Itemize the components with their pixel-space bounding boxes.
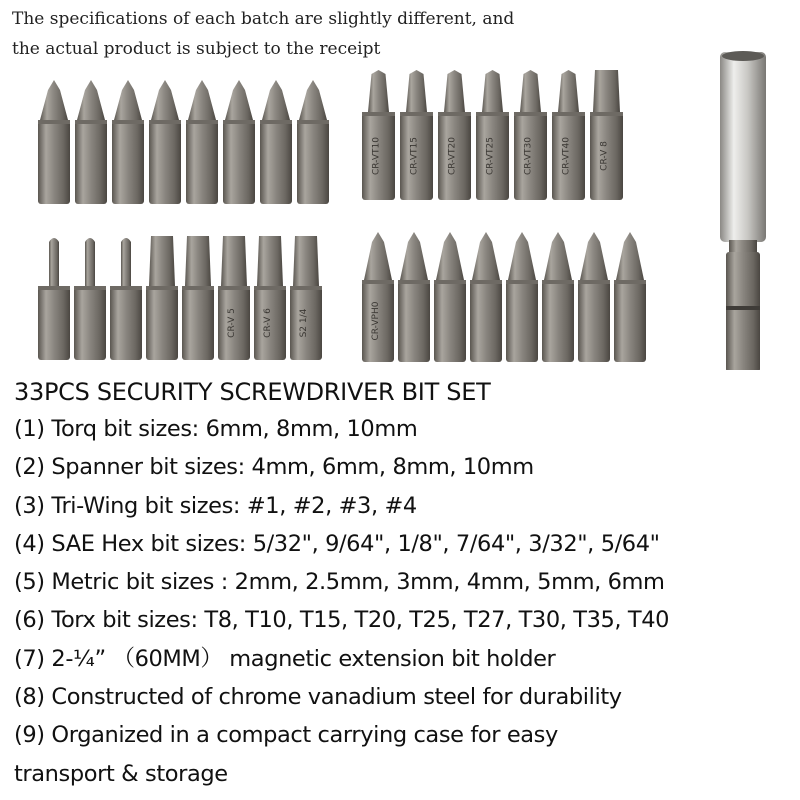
bit-marking: CR-VT25: [485, 137, 496, 175]
bit-marking: CR-VT40: [561, 137, 572, 175]
bit-shank: [38, 286, 70, 360]
bit-tip: [85, 238, 95, 286]
holder-groove: [726, 306, 760, 310]
disclaimer-line-1: The specifications of each batch are slightly different, and: [12, 9, 515, 29]
spec-title: 33PCS SECURITY SCREWDRIVER BIT SET: [14, 378, 491, 406]
bit-tip: [444, 70, 465, 112]
bit-shoulder: [362, 112, 395, 116]
bit-shank: [182, 286, 214, 360]
screwdriver-bit: [186, 80, 218, 204]
bit-tip: [221, 236, 247, 286]
bit-shoulder: [254, 286, 286, 290]
bit-shank: [146, 286, 178, 360]
screwdriver-bit: [506, 232, 538, 362]
screwdriver-bit: [74, 238, 106, 360]
spec-line-4: (4) SAE Hex bit sizes: 5/32", 9/64", 1/8", 7/64", 3/32", 5/64": [14, 530, 660, 557]
bit-shoulder: [438, 112, 471, 116]
bit-shoulder: [110, 286, 142, 290]
bit-tip: [508, 232, 536, 280]
bit-shoulder: [149, 120, 181, 124]
bit-tip: [400, 232, 428, 280]
bit-tip: [262, 80, 290, 120]
bit-shoulder: [186, 120, 218, 124]
spec-line-1: (1) Torq bit sizes: 6mm, 8mm, 10mm: [14, 416, 418, 442]
bit-shoulder: [470, 280, 502, 284]
bit-shank: [260, 120, 292, 204]
bit-tip: [364, 232, 392, 280]
screwdriver-bit: [75, 80, 107, 204]
bit-shank: [112, 120, 144, 204]
screwdriver-bit: [362, 70, 395, 200]
bit-shoulder: [514, 112, 547, 116]
bit-tip: [616, 232, 644, 280]
bit-tip: [40, 80, 68, 120]
bit-shoulder: [614, 280, 646, 284]
screwdriver-bit: [110, 238, 142, 360]
bit-marking: S2 1/4: [299, 308, 309, 338]
bit-tip: [580, 232, 608, 280]
bit-tip: [299, 80, 327, 120]
screwdriver-bit: [400, 70, 433, 200]
bit-shank: [186, 120, 218, 204]
bit-tip: [225, 80, 253, 120]
holder-hex-shank: [726, 252, 760, 370]
bit-shoulder: [297, 120, 329, 124]
bit-shank: [434, 280, 466, 362]
spec-line-10: transport & storage: [14, 760, 228, 787]
bit-tip: [114, 80, 142, 120]
spec-line-9: (9) Organized in a compact carrying case for easy: [14, 722, 558, 749]
bit-shoulder: [578, 280, 610, 284]
bit-tip: [472, 232, 500, 280]
bit-shank: [149, 120, 181, 204]
screwdriver-bit: [112, 80, 144, 204]
bit-shank: [470, 280, 502, 362]
spec-line-2: (2) Spanner bit sizes: 4mm, 6mm, 8mm, 10mm: [14, 454, 534, 481]
screwdriver-bit: [476, 70, 509, 200]
screwdriver-bit: [149, 80, 181, 204]
magnetic-bit-holder: [720, 51, 766, 370]
bit-shoulder: [434, 280, 466, 284]
bit-tip: [257, 236, 283, 286]
bit-shoulder: [400, 112, 433, 116]
bit-shank: [74, 286, 106, 360]
bit-shoulder: [362, 280, 394, 284]
screwdriver-bit: [146, 236, 178, 360]
bit-tip: [520, 70, 541, 112]
bit-shoulder: [38, 120, 70, 124]
bit-shoulder: [146, 286, 178, 290]
bit-shoulder: [38, 286, 70, 290]
spec-line-5: (5) Metric bit sizes : 2mm, 2.5mm, 3mm, 4mm, 5mm, 6mm: [14, 569, 665, 596]
bit-tip: [544, 232, 572, 280]
screwdriver-bit: [438, 70, 471, 200]
bit-tip: [558, 70, 579, 112]
bit-tip: [77, 80, 105, 120]
bit-tip: [121, 238, 131, 286]
bit-shoulder: [552, 112, 585, 116]
screwdriver-bit: [614, 232, 646, 362]
bit-shank: [223, 120, 255, 204]
spec-list: [14, 374, 794, 793]
bit-shoulder: [590, 112, 623, 116]
bit-shoulder: [218, 286, 250, 290]
bit-shank: [578, 280, 610, 362]
bit-shank: [110, 286, 142, 360]
bit-shank: [506, 280, 538, 362]
holder-neck: [729, 240, 757, 252]
bit-shank: [542, 280, 574, 362]
bit-marking: CR-VT30: [523, 137, 534, 175]
bit-marking: CR-VT15: [409, 137, 420, 175]
bit-tip: [149, 236, 175, 286]
bit-set-photo: [0, 0, 800, 370]
bit-shoulder: [182, 286, 214, 290]
bit-shoulder: [506, 280, 538, 284]
screwdriver-bit: [590, 70, 623, 200]
bit-shank: [75, 120, 107, 204]
bit-shoulder: [398, 280, 430, 284]
bit-shank: [297, 120, 329, 204]
bit-shoulder: [476, 112, 509, 116]
bit-tip: [436, 232, 464, 280]
bit-marking: CR-V 5: [227, 308, 237, 338]
bit-shoulder: [74, 286, 106, 290]
holder-sleeve: [720, 52, 766, 242]
disclaimer-line-2: the actual product is subject to the receipt: [12, 39, 381, 59]
bit-tip: [185, 236, 211, 286]
bit-tip: [593, 70, 620, 112]
bit-shoulder: [542, 280, 574, 284]
screwdriver-bit: [290, 236, 322, 360]
screwdriver-bit: [542, 232, 574, 362]
screwdriver-bit: [470, 232, 502, 362]
bit-tip: [188, 80, 216, 120]
bit-shank: [398, 280, 430, 362]
screwdriver-bit: [38, 80, 70, 204]
screwdriver-bit: [223, 80, 255, 204]
bit-shoulder: [223, 120, 255, 124]
spec-line-6: (6) Torx bit sizes: T8, T10, T15, T20, T25, T27, T30, T35, T40: [14, 607, 670, 634]
spec-line-7: (7) 2-¼” （60MM） magnetic extension bit holder: [14, 645, 556, 672]
bit-tip: [151, 80, 179, 120]
spec-line-3: (3) Tri-Wing bit sizes: #1, #2, #3, #4: [14, 492, 417, 519]
bit-shank: [614, 280, 646, 362]
screwdriver-bit: [398, 232, 430, 362]
bit-shoulder: [75, 120, 107, 124]
bit-tip: [482, 70, 503, 112]
screwdriver-bit: [552, 70, 585, 200]
bit-tip: [406, 70, 427, 112]
bit-marking: CR-VT20: [447, 137, 458, 175]
screwdriver-bit: [514, 70, 547, 200]
screwdriver-bit: [434, 232, 466, 362]
screwdriver-bit: [362, 232, 394, 362]
holder-opening: [722, 51, 764, 61]
bit-shoulder: [112, 120, 144, 124]
screwdriver-bit: [182, 236, 214, 360]
screwdriver-bit: [578, 232, 610, 362]
bit-tip: [49, 238, 59, 286]
screwdriver-bit: [260, 80, 292, 204]
bit-tip: [368, 70, 389, 112]
bit-marking: CR-V 8: [599, 141, 610, 171]
screwdriver-bit: [218, 236, 250, 360]
bit-marking: CR-VT10: [371, 137, 382, 175]
bit-shoulder: [290, 286, 322, 290]
bit-marking: CR-VPH0: [371, 301, 381, 341]
bit-shoulder: [260, 120, 292, 124]
screwdriver-bit: [297, 80, 329, 204]
screwdriver-bit: [254, 236, 286, 360]
spec-line-8: (8) Constructed of chrome vanadium steel for durability: [14, 684, 622, 711]
bit-shank: [38, 120, 70, 204]
screwdriver-bit: [38, 238, 70, 360]
bit-marking: CR-V 6: [263, 308, 273, 338]
bit-tip: [293, 236, 319, 286]
